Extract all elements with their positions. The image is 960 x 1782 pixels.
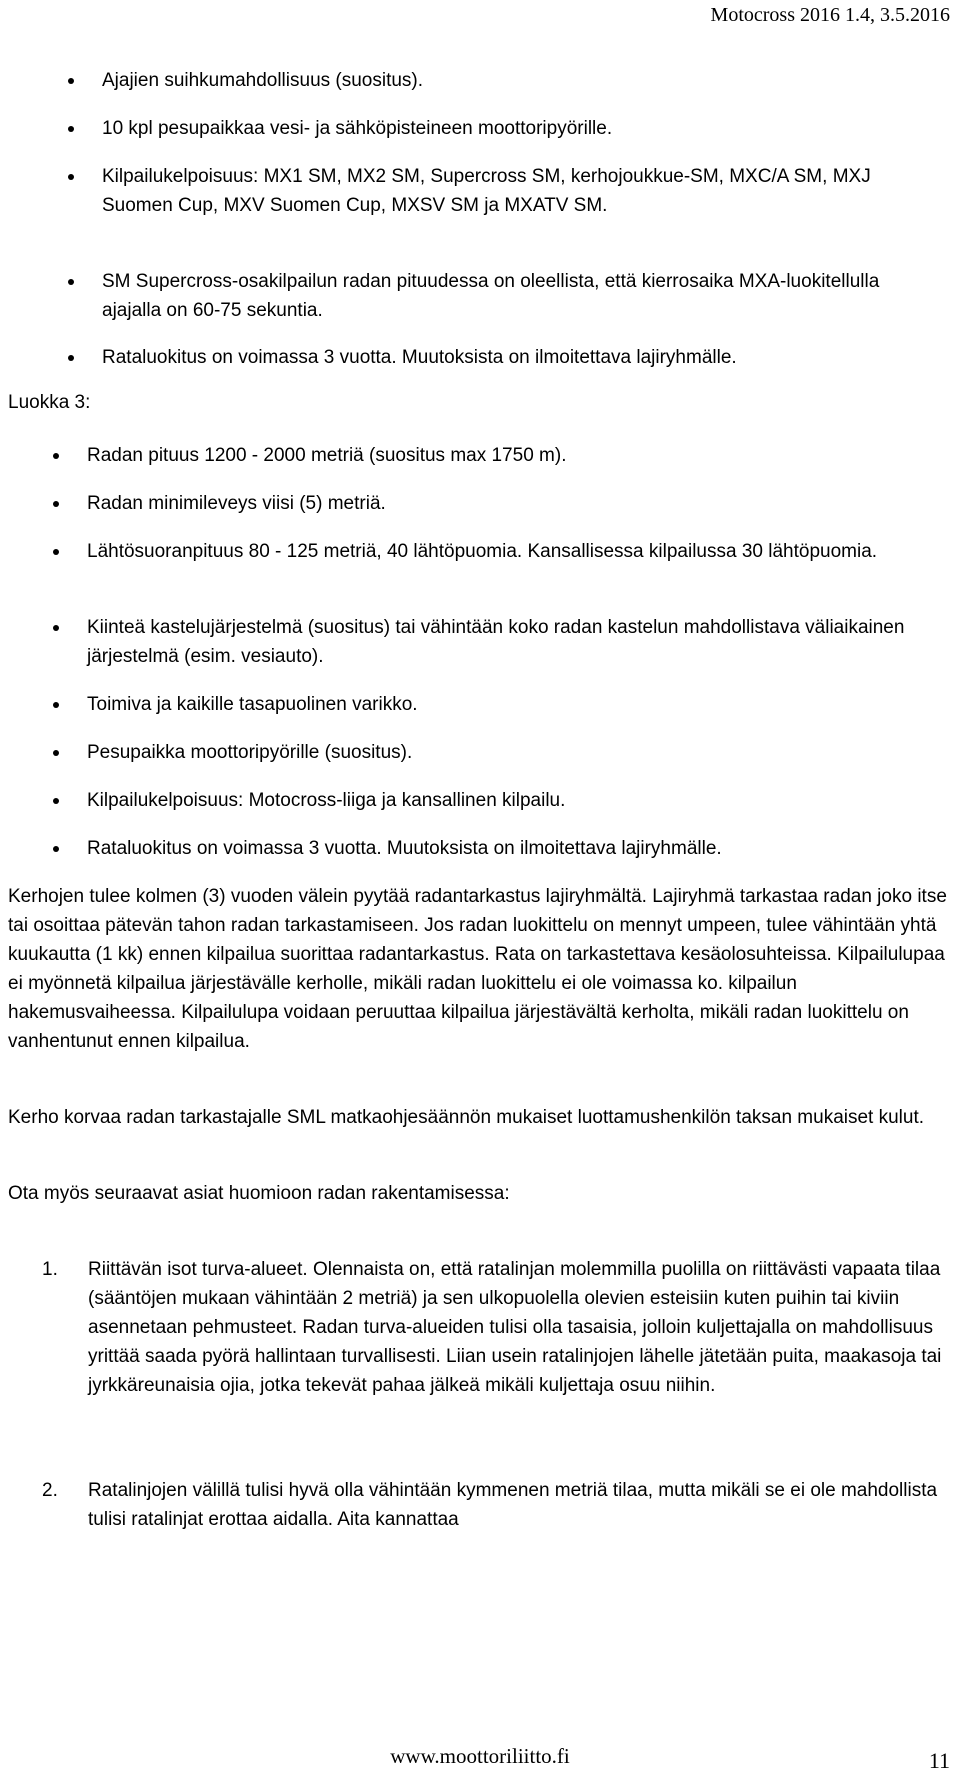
list-item: Ajajien suihkumahdollisuus (suositus). bbox=[102, 66, 942, 95]
item-number: 2. bbox=[42, 1480, 58, 1501]
section-heading-luokka-3: Luokka 3: bbox=[8, 392, 91, 413]
item-text: Riittävän isot turva-alueet. Olennaista on, että ratalinjan molemmilla puolilla on riittävästi vapaata tilaa (sääntöjen mukaan vähintään 2 metriä) ja sen ulkopuolella olevien esteisiin kuten puihin tai kiviin asennetaan pehmusteet. Radan turva-alueiden tulisi olla tasaisia, jolloin kuljettajalla on mahdollisuus yrittää saada pyörä hallintaan turvallisesti. Liian usein ratalinjojen lähelle jätetään puita, maakasoja tai jyrkkäreunaisia ojia, jotka tekevät pahaa jälkeä mikäli kuljettaja osuu niihin. bbox=[88, 1259, 942, 1396]
list-item: Radan minimileveys viisi (5) metriä. bbox=[87, 489, 927, 518]
paragraph-construction-intro: Ota myös seuraavat asiat huomioon radan rakentamisessa: bbox=[8, 1183, 510, 1204]
item-number: 1. bbox=[42, 1259, 58, 1280]
list-item: Toimiva ja kaikille tasapuolinen varikko. bbox=[87, 690, 927, 719]
paragraph-costs: Kerho korvaa radan tarkastajalle SML matkaohjesäännön mukaiset luottamushenkilön taksan mukaiset kulut. bbox=[8, 1107, 925, 1128]
list-item: 10 kpl pesupaikkaa vesi- ja sähköpisteineen moottoripyörille. bbox=[102, 114, 942, 143]
list-item: Kilpailukelpoisuus: Motocross-liiga ja kansallinen kilpailu. bbox=[87, 786, 927, 815]
list-item: SM Supercross-osakilpailun radan pituudessa on oleellista, että kierrosaika MXA-luokitellulla ajajalla on 60-75 sekuntia. bbox=[102, 267, 942, 325]
list-item: Kiinteä kastelujärjestelmä (suositus) tai vähintään koko radan kastelun mahdollistava väliaikainen järjestelmä (esim. vesiauto). bbox=[87, 613, 927, 671]
list-item: Radan pituus 1200 - 2000 metriä (suositus max 1750 m). bbox=[87, 441, 927, 470]
document-header: Motocross 2016 1.4, 3.5.2016 bbox=[710, 4, 950, 26]
item-text: Ratalinjojen välillä tulisi hyvä olla vähintään kymmenen metriä tilaa, mutta mikäli se ei ole mahdollista tulisi ratalinjat erottaa aidalla. Aita kannattaa bbox=[88, 1480, 938, 1530]
footer-url: www.moottoriliitto.fi bbox=[390, 1744, 570, 1768]
list-item: Kilpailukelpoisuus: MX1 SM, MX2 SM, Supercross SM, kerhojoukkue-SM, MXC/A SM, MXJ Suomen Cup, MXV Suomen Cup, MXSV SM ja MXATV SM. bbox=[102, 162, 942, 220]
page-number: 11 bbox=[928, 1748, 950, 1773]
list-item: Rataluokitus on voimassa 3 vuotta. Muutoksista on ilmoitettava lajiryhmälle. bbox=[87, 834, 927, 863]
numbered-item bbox=[42, 1255, 948, 1400]
list-item: Rataluokitus on voimassa 3 vuotta. Muutoksista on ilmoitettava lajiryhmälle. bbox=[102, 343, 942, 372]
list-item: Lähtösuoranpituus 80 - 125 metriä, 40 lähtöpuomia. Kansallisessa kilpailussa 30 lähtöpuomia. bbox=[87, 537, 927, 566]
paragraph-inspection: Kerhojen tulee kolmen (3) vuoden välein pyytää radantarkastus lajiryhmältä. Lajiryhmä tarkastaa radan joko itse tai osoittaa pätevän tahon radan tarkastamiseen. Jos radan luokittelu on mennyt umpeen, tulee vähintään yhtä kuukautta (1 kk) ennen kilpailua suorittaa radantarkastus. Rata on tarkastettava kesäolosuhteissa. Kilpailulupaa ei myönnetä kilpailua järjestävälle kerholle, mikäli radan luokittelu ei ole voimassa ko. kilpailun hakemusvaiheessa. Kilpailulupa voidaan peruuttaa kilpailua järjestävältä kerholta, mikäli radan luokittelu on vanhentunut ennen kilpailua. bbox=[8, 886, 947, 1052]
numbered-item bbox=[42, 1476, 948, 1534]
list-item: Pesupaikka moottoripyörille (suositus). bbox=[87, 738, 927, 767]
